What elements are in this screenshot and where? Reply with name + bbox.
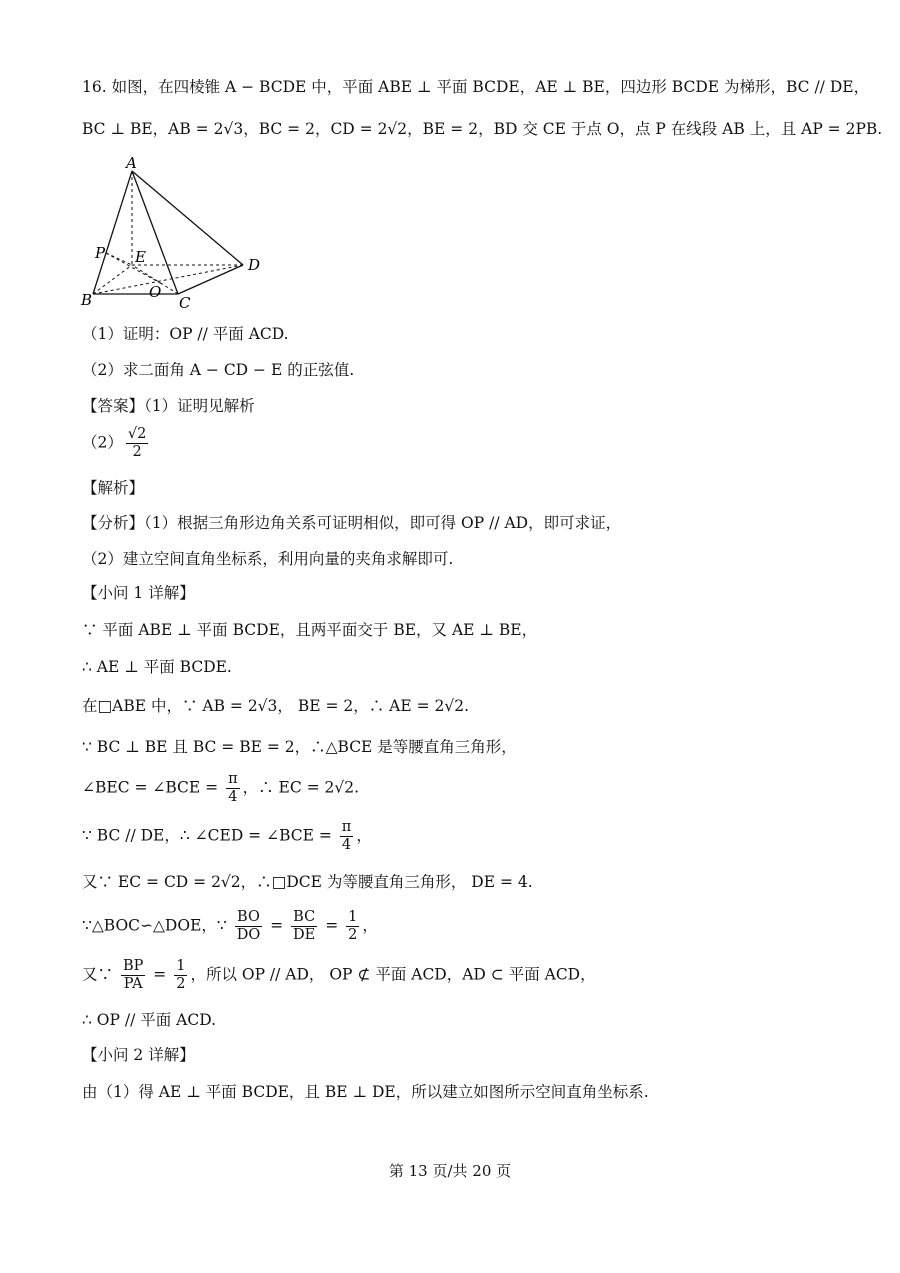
fraction-bc-de <box>291 909 317 944</box>
page-footer: 第 13 页/共 20 页 <box>388 1162 512 1180</box>
fraction-numerator: BC <box>293 909 316 925</box>
sub1-step-8-tail: ， <box>362 916 378 935</box>
analysis-fenxi-1: 【分析】（1）根据三角形边角关系可证明相似，即可得 OP // AD，即可求证， <box>82 514 622 532</box>
sub2-step-1: 由（1）得 AE ⊥ 平面 BCDE，且 BE ⊥ DE，所以建立如图所示空间直角坐标系. <box>82 1083 649 1101</box>
fraction-pi-over-4 <box>226 771 240 806</box>
sub1-step-9-text: 又∵ <box>82 965 118 984</box>
edge-CD <box>178 265 243 294</box>
sub1-step-7: 又∵ EC = CD = 2√2，∴□DCE 为等腰直角三角形， DE = 4. <box>82 873 533 891</box>
sub1-step-6-text: ∵ BC // DE，∴ ∠CED = ∠BCE = <box>82 826 337 845</box>
analysis-label: 【解析】 <box>82 479 145 497</box>
vertex-label-E: E <box>135 248 146 266</box>
sub1-step-8 <box>82 909 378 944</box>
sub1-step-8-text: ∵△BOC∽△DOE，∵ <box>82 916 232 935</box>
sub1-step-5-tail: ，∴ EC = 2√2. <box>242 778 360 797</box>
equals-sign: = <box>320 916 344 935</box>
analysis-fenxi-2: （2）建立空间直角坐标系，利用向量的夹角求解即可. <box>82 550 454 568</box>
sub1-step-3: 在□ABE 中，∵ AB = 2√3， BE = 2，∴ AE = 2√2. <box>82 697 470 715</box>
answer-fraction-numerator: √2 <box>127 426 147 442</box>
point-label-P: P <box>95 244 106 262</box>
question-2: （2）求二面角 A − CD − E 的正弦值. <box>82 361 355 379</box>
fraction-denominator: DO <box>236 927 261 943</box>
fraction-denominator: 2 <box>348 927 358 943</box>
equals-sign: = <box>148 965 172 984</box>
sub1-step-9 <box>82 958 596 993</box>
diagonal-BD <box>93 265 243 294</box>
fraction-bp-pa <box>121 958 145 993</box>
sub1-step-4: ∵ BC ⊥ BE 且 BC = BE = 2，∴△BCE 是等腰直角三角形， <box>82 738 517 756</box>
fraction-denominator: 2 <box>176 976 186 992</box>
fraction-numerator: π <box>341 819 352 835</box>
sub1-step-5 <box>82 771 359 806</box>
problem-statement-line-2: BC ⊥ BE，AB = 2√3，BC = 2，CD = 2√2，BE = 2，BD 交 CE 于点 O，点 P 在线段 AB 上，且 AP = 2PB. <box>82 120 883 138</box>
fraction-numerator: BP <box>122 958 144 974</box>
subquestion-2-title: 【小问 2 详解】 <box>82 1046 195 1064</box>
fraction-denominator: 4 <box>341 837 352 853</box>
fraction-bo-do <box>235 909 263 944</box>
vertex-label-D: D <box>248 256 261 274</box>
fraction-numerator: BO <box>237 909 260 925</box>
sub1-step-10: ∴ OP // 平面 ACD. <box>82 1011 217 1029</box>
fraction-numerator: 1 <box>348 909 358 925</box>
fraction-denominator: DE <box>293 927 316 943</box>
pyramid-figure <box>78 152 278 314</box>
vertex-label-B: B <box>81 291 93 309</box>
segment-PO <box>106 253 162 284</box>
fraction-one-half <box>346 909 359 944</box>
sub1-step-5-text: ∠BEC = ∠BCE = <box>82 778 224 797</box>
sub1-step-6-tail: ， <box>356 826 372 845</box>
answer-part-2-prefix: （2） <box>82 433 123 452</box>
fraction-numerator: π <box>228 771 238 787</box>
vertex-label-C: C <box>179 294 191 312</box>
edge-AD <box>132 171 243 265</box>
sub1-step-9-tail: ，所以 OP // AD， OP ⊄ 平面 ACD，AD ⊂ 平面 ACD， <box>190 965 596 984</box>
answer-part-2 <box>82 426 151 461</box>
sub1-step-2: ∴ AE ⊥ 平面 BCDE. <box>82 658 232 676</box>
fraction-denominator: 4 <box>228 789 238 805</box>
problem-statement-line-1: 16. 如图，在四棱锥 A − BCDE 中，平面 ABE ⊥ 平面 BCDE，AE ⊥ BE，四边形 BCDE 为梯形，BC // DE， <box>82 78 870 96</box>
sub1-step-6 <box>82 819 372 854</box>
answer-fraction <box>126 426 148 461</box>
answer-fraction-denominator: 2 <box>132 444 142 460</box>
equals-sign: = <box>265 916 289 935</box>
fraction-pi-over-4 <box>340 819 354 854</box>
edge-AC <box>132 171 178 294</box>
point-label-O: O <box>149 283 162 301</box>
vertex-label-A: A <box>126 154 137 172</box>
segment-PE <box>106 253 132 265</box>
answer-label: 【答案】（1）证明见解析 <box>82 397 255 415</box>
fraction-denominator: PA <box>123 976 143 992</box>
sub1-step-1: ∵ 平面 ABE ⊥ 平面 BCDE，且两平面交于 BE，又 AE ⊥ BE， <box>82 621 538 639</box>
fraction-one-half <box>174 958 187 993</box>
edge-AB <box>93 171 132 294</box>
fraction-numerator: 1 <box>176 958 186 974</box>
question-1: （1）证明：OP // 平面 ACD. <box>82 325 289 343</box>
subquestion-1-title: 【小问 1 详解】 <box>82 584 195 602</box>
edge-BE <box>93 265 132 294</box>
